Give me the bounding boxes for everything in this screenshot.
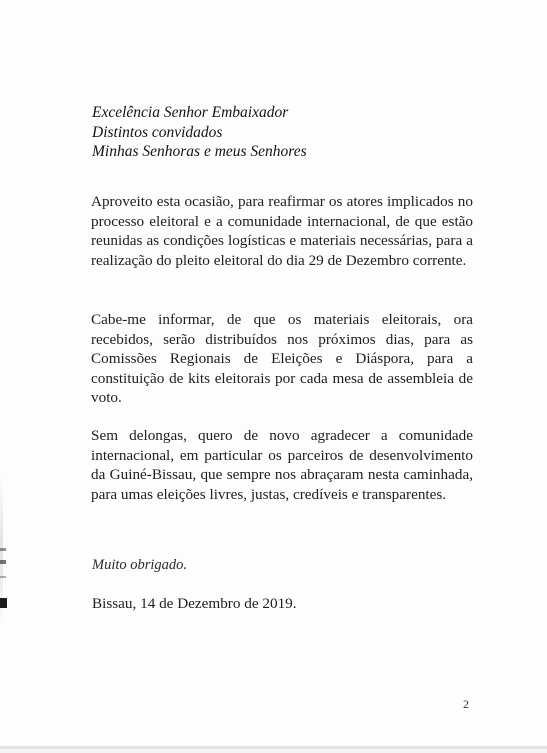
- page-bottom-edge: [0, 749, 547, 753]
- paragraph-materials: Cabe-me informar, de que os materiais eleitorais, ora recebidos, serão distribuídos nos próximos dias, para as Comissões Regionais de Eleições e Diáspora, para a constituição de kits eleitorais por cada mesa de assembleia de voto.: [91, 311, 473, 407]
- scan-edge-mark: [0, 560, 6, 564]
- salutation-line: Minhas Senhoras e meus Senhores: [92, 143, 307, 160]
- paragraph-thanks: Sem delongas, quero de novo agradecer a comunidade internacional, em particular os parceiros de desenvolvimento da Guiné-Bissau, que sempre nos abraçaram nesta caminhada, para umas eleições livres, justas, credíveis e transparentes.: [91, 427, 473, 503]
- scan-edge-mark: [0, 576, 6, 578]
- salutation-line: Excelência Senhor Embaixador: [92, 104, 289, 121]
- scan-edge-mark: [0, 548, 6, 551]
- scan-edge-mark: [0, 598, 7, 608]
- salutation-block: [92, 103, 307, 162]
- paragraph-conditions: Aproveito esta ocasião, para reafirmar os atores implicados no processo eleitoral e a comunidade internacional, de que estão reunidas as condições logísticas e materiais necessárias, para a realização do pleito eleitoral do dia 29 de Dezembro corrente.: [91, 193, 473, 269]
- closing-remark: Muito obrigado.: [92, 557, 188, 573]
- salutation-line: Distintos convidados: [92, 123, 223, 141]
- place-date: Bissau, 14 de Dezembro de 2019.: [92, 595, 297, 612]
- page-number: 2: [463, 697, 469, 711]
